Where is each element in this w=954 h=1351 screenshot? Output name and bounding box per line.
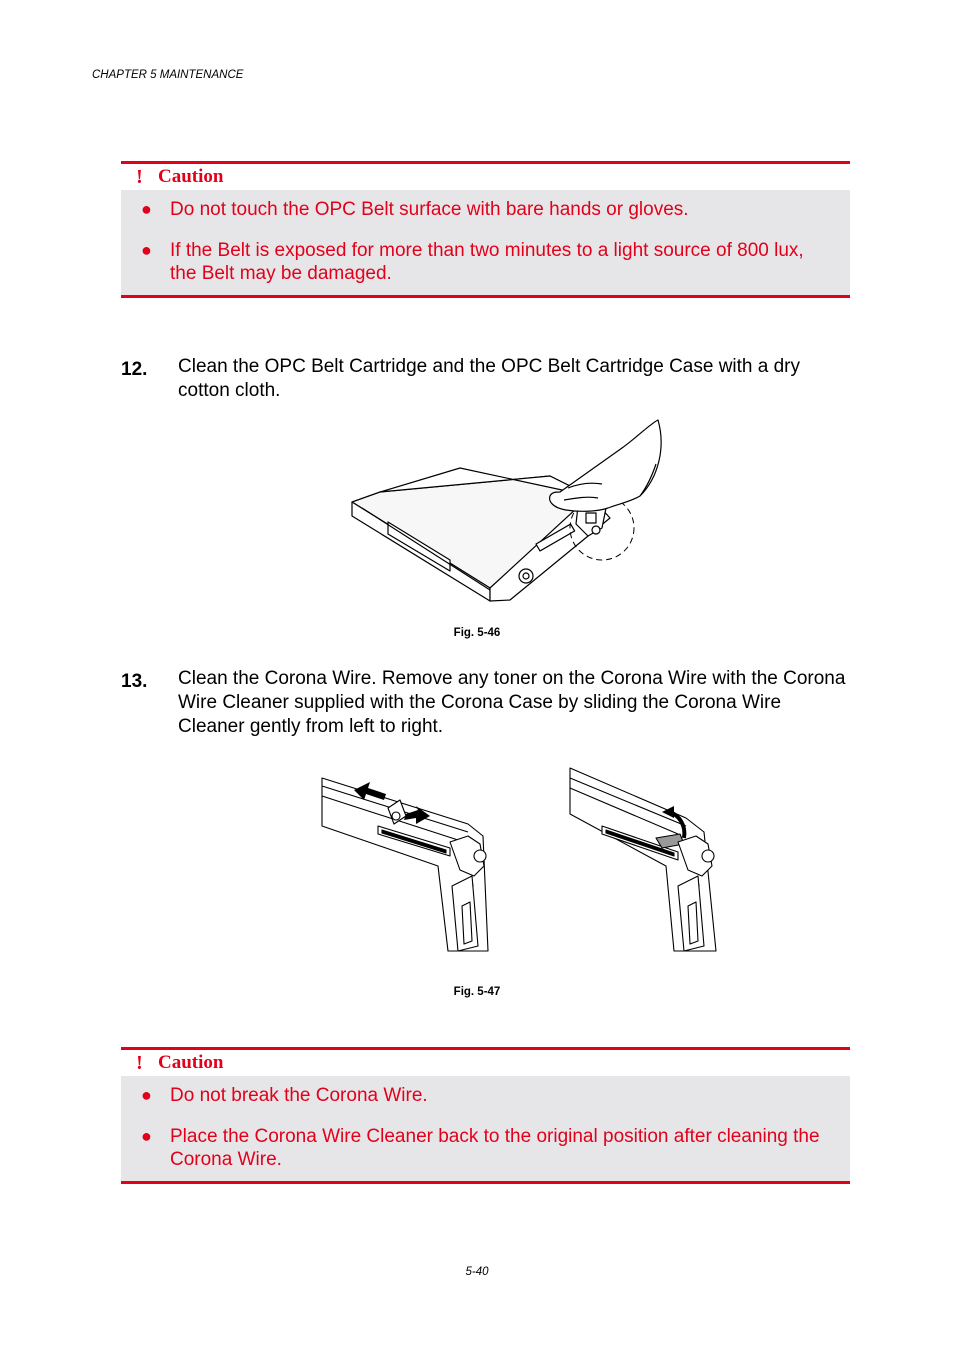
caution-title: Caution bbox=[158, 1052, 224, 1073]
warning-icon: ! bbox=[136, 1051, 143, 1074]
step-13 bbox=[121, 667, 851, 739]
page-number: 5-40 bbox=[465, 1266, 489, 1278]
warning-icon: ! bbox=[136, 165, 143, 188]
caution-body bbox=[121, 1076, 850, 1184]
caution-item: ● Place the Corona Wire Cleaner back to the original position after cleaning the Corona Wire. bbox=[141, 1126, 820, 1170]
caution-heading bbox=[121, 164, 850, 190]
step-text: Clean the Corona Wire. Remove any toner on the Corona Wire with the Corona Wire Cleaner supplied with the Corona Case by sliding the Corona Wire Cleaner gently from left to right. bbox=[178, 668, 846, 737]
caution-body bbox=[121, 190, 850, 298]
step-text: Clean the OPC Belt Cartridge and the OPC Belt Cartridge Case with a dry cotton cloth. bbox=[178, 356, 801, 401]
bullet-icon: ● bbox=[141, 240, 152, 260]
bullet-icon: ● bbox=[141, 1126, 152, 1146]
figure-caption: Fig. 5-46 bbox=[453, 627, 501, 639]
corona-wire-cleaner-return-illustration bbox=[566, 756, 736, 956]
caution-title: Caution bbox=[158, 166, 224, 187]
opc-belt-cartridge-illustration bbox=[340, 418, 690, 608]
corona-wire-cleaner-slide-illustration bbox=[318, 756, 508, 956]
bullet-icon: ● bbox=[141, 1085, 152, 1105]
step-number: 12. bbox=[121, 359, 148, 380]
bullet-icon: ● bbox=[141, 199, 152, 219]
caution-box-bottom bbox=[121, 1047, 850, 1184]
step-number: 13. bbox=[121, 671, 148, 692]
chapter-header: CHAPTER 5 MAINTENANCE bbox=[92, 69, 244, 81]
caution-heading bbox=[121, 1050, 850, 1076]
step-12 bbox=[121, 355, 851, 403]
caution-item: ● Do not touch the OPC Belt surface with bare hands or gloves. bbox=[141, 199, 689, 220]
caution-item: ● Do not break the Corona Wire. bbox=[141, 1085, 428, 1106]
caution-item: ● If the Belt is exposed for more than two minutes to a light source of 800 lux, the Belt may be damaged. bbox=[141, 240, 804, 284]
caution-box-top bbox=[121, 161, 850, 298]
figure-caption: Fig. 5-47 bbox=[453, 986, 501, 998]
